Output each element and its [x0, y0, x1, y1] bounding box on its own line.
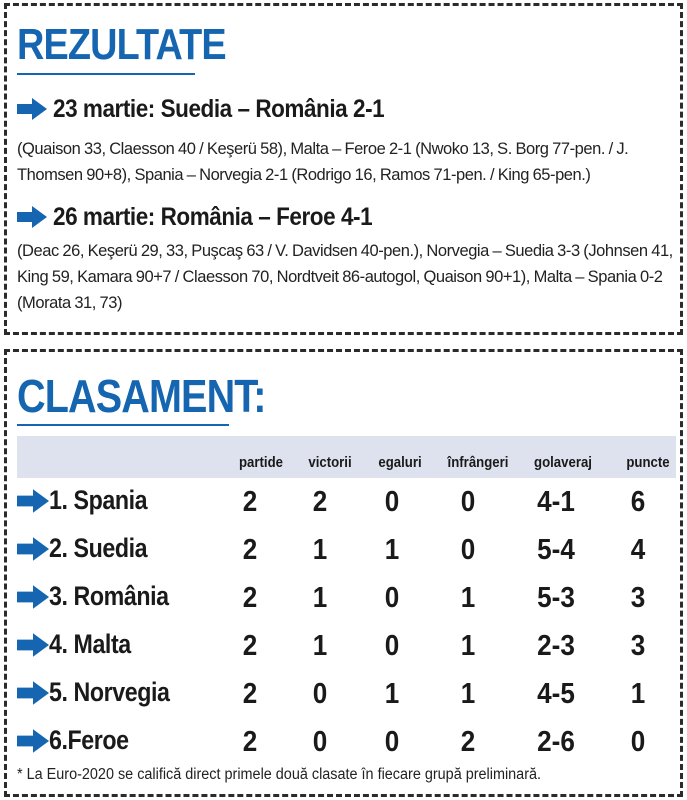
cell-partide: 2 — [242, 678, 258, 710]
cell-infrangeri: 2 — [460, 726, 476, 758]
cell-partide: 2 — [242, 630, 258, 662]
cell-golaveraj: 5-3 — [537, 582, 575, 614]
matchday-1-headline — [17, 94, 421, 124]
cell-golaveraj: 4-5 — [537, 678, 575, 710]
arrow-right-icon — [17, 633, 49, 657]
team-name-text: 5. Norvegia — [49, 677, 170, 708]
cell-egaluri: 0 — [384, 582, 400, 614]
cell-puncte: 3 — [630, 630, 646, 662]
table-row — [17, 580, 676, 626]
cell-puncte: 0 — [630, 726, 646, 758]
cell-puncte: 1 — [630, 678, 646, 710]
arrow-right-icon — [17, 681, 49, 705]
matchday-2-headline — [17, 202, 408, 232]
results-title-underline — [17, 73, 195, 75]
standings-title: CLASAMENT: — [17, 370, 266, 422]
team-name — [17, 628, 144, 660]
column-header-golaveraj: golaveraj — [534, 454, 592, 471]
cell-egaluri: 0 — [384, 486, 400, 518]
cell-golaveraj: 4-1 — [537, 486, 575, 518]
cell-victorii: 0 — [312, 726, 328, 758]
matchday-2-headline-text: 26 martie: România – Feroe 4-1 — [53, 202, 373, 231]
arrow-right-icon — [17, 729, 49, 753]
cell-egaluri: 1 — [384, 534, 400, 566]
team-name-text: 4. Malta — [49, 629, 131, 660]
arrow-right-icon — [17, 206, 47, 228]
table-row — [17, 676, 676, 722]
column-header-partide: partide — [238, 454, 284, 471]
table-row — [17, 484, 676, 530]
cell-puncte: 6 — [630, 486, 646, 518]
column-header-victorii: victorii — [308, 454, 352, 471]
cell-victorii: 2 — [312, 486, 328, 518]
matchday-2-details: (Deac 26, Keşerü 29, 33, Puşcaş 63 / V. Davidsen 40-pen.), Norvegia – Suedia 3-3 (Johnsen 41, King 59, Kamara 90+7 / Claesson 70, Nordtveit 86-autogol, Quaison 90+1), Malta – Spania 0-2 (Morata 31, 73) — [17, 242, 673, 312]
column-header-infrangeri: înfrângeri — [447, 454, 509, 471]
cell-partide: 2 — [242, 534, 258, 566]
cell-infrangeri: 0 — [460, 534, 476, 566]
cell-infrangeri: 1 — [460, 630, 476, 662]
standings-title-underline — [17, 424, 229, 426]
team-name — [17, 532, 163, 564]
arrow-right-icon — [17, 585, 49, 609]
cell-infrangeri: 0 — [460, 486, 476, 518]
cell-victorii: 0 — [312, 678, 328, 710]
cell-partide: 2 — [242, 582, 258, 614]
matchday-1-headline-text: 23 martie: Suedia – România 2-1 — [53, 94, 385, 123]
cell-egaluri: 0 — [384, 726, 400, 758]
cell-partide: 2 — [242, 726, 258, 758]
arrow-right-icon — [17, 537, 49, 561]
team-name — [17, 484, 163, 516]
results-title: REZULTATE — [17, 20, 226, 69]
cell-egaluri: 1 — [384, 678, 400, 710]
matchday-1-details: (Quaison 33, Claesson 40 / Keşerü 58), Malta – Feroe 2-1 (Nwoko 13, S. Borg 77-pen. / J. Thomsen 90+8), Spania – Norvegia 2-1 (Rodrigo 16, Ramos 71-pen. / King 65-pen.) — [17, 140, 629, 184]
cell-victorii: 1 — [312, 582, 328, 614]
cell-victorii: 1 — [312, 534, 328, 566]
arrow-right-icon — [17, 98, 47, 120]
cell-infrangeri: 1 — [460, 582, 476, 614]
cell-victorii: 1 — [312, 630, 328, 662]
table-row — [17, 532, 676, 578]
team-name-text: 6.Feroe — [49, 725, 129, 756]
cell-puncte: 3 — [630, 582, 646, 614]
cell-golaveraj: 2-6 — [537, 726, 575, 758]
arrow-right-icon — [17, 489, 49, 513]
team-name — [17, 676, 189, 708]
team-name-text: 2. Suedia — [49, 533, 148, 564]
footnote: * La Euro-2020 se califică direct primele două clasate în fiecare grupă preliminară. — [17, 766, 542, 783]
cell-puncte: 4 — [630, 534, 646, 566]
column-header-egaluri: egaluri — [378, 454, 422, 471]
team-name — [17, 580, 188, 612]
results-box — [4, 3, 683, 335]
team-name-text: 3. România — [49, 581, 169, 612]
standings-box — [4, 349, 683, 797]
cell-egaluri: 0 — [384, 630, 400, 662]
column-header-puncte: puncte — [626, 454, 670, 471]
cell-golaveraj: 5-4 — [537, 534, 575, 566]
cell-golaveraj: 2-3 — [537, 630, 575, 662]
team-name-text: 1. Spania — [49, 485, 148, 516]
cell-partide: 2 — [242, 486, 258, 518]
cell-infrangeri: 1 — [460, 678, 476, 710]
team-name — [17, 724, 142, 756]
table-row — [17, 628, 676, 674]
table-row — [17, 724, 676, 770]
